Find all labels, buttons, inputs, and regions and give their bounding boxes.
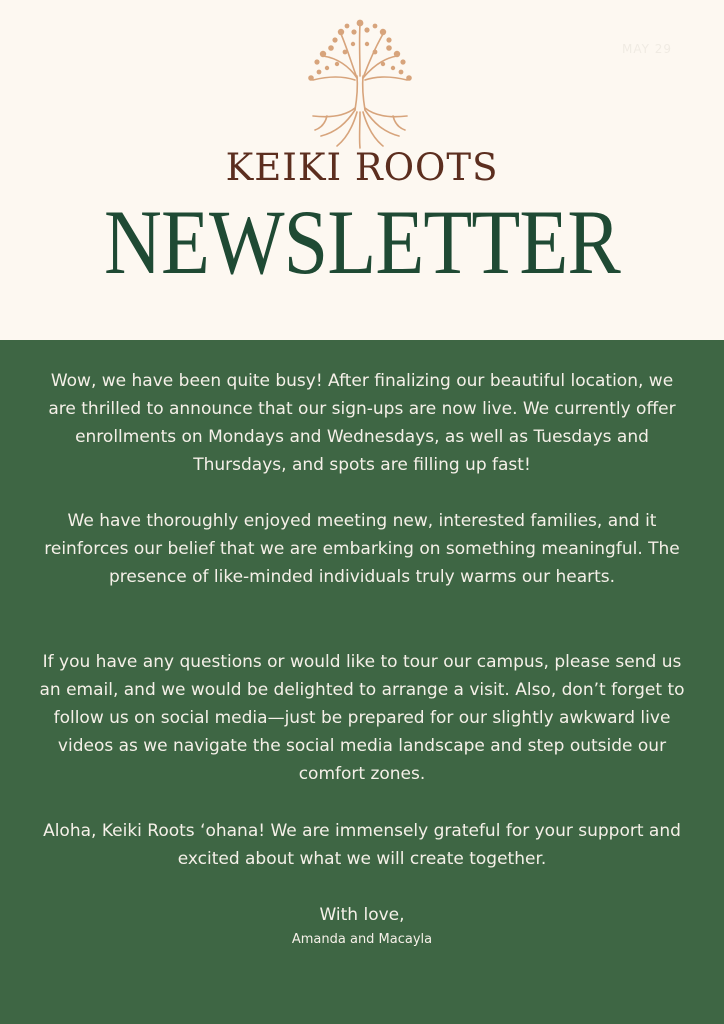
date-watermark: MAY 29 bbox=[622, 42, 673, 56]
signoff-closing: With love, bbox=[319, 905, 405, 925]
paragraph-families: We have thoroughly enjoyed meeting new, interested families, and it reinforces our belief that we are embarking on something meaningful. The presence of like-minded individuals truly warms our hearts. bbox=[44, 511, 680, 587]
newsletter-body bbox=[0, 340, 724, 1024]
newsletter-header bbox=[0, 0, 724, 340]
paragraph-contact: If you have any questions or would like to tour our campus, please send us an email, and we would be delighted to arrange a visit. Also, don’t forget to follow us on social media—just be prepared for our slightly awkward live videos as we navigate the social media landscape and step outside our comfort zones. bbox=[39, 652, 685, 784]
paragraph-intro: Wow, we have been quite busy! After finalizing our beautiful location, we are thrilled to announce that our sign-ups are now live. We currently offer enrollments on Mondays and Wednesdays, as well as Tuesdays and Thursdays, and spots are filling up fast! bbox=[48, 371, 676, 475]
newsletter-title: NEWSLETTER bbox=[104, 191, 620, 293]
brand-name: KEIKI ROOTS bbox=[225, 146, 499, 189]
signoff-names: Amanda and Macayla bbox=[291, 932, 433, 947]
tree-of-life-logo-icon bbox=[297, 18, 423, 150]
paragraph-aloha: Aloha, Keiki Roots ‘ohana! We are immensely grateful for your support and excited about what we will create together. bbox=[43, 821, 681, 869]
